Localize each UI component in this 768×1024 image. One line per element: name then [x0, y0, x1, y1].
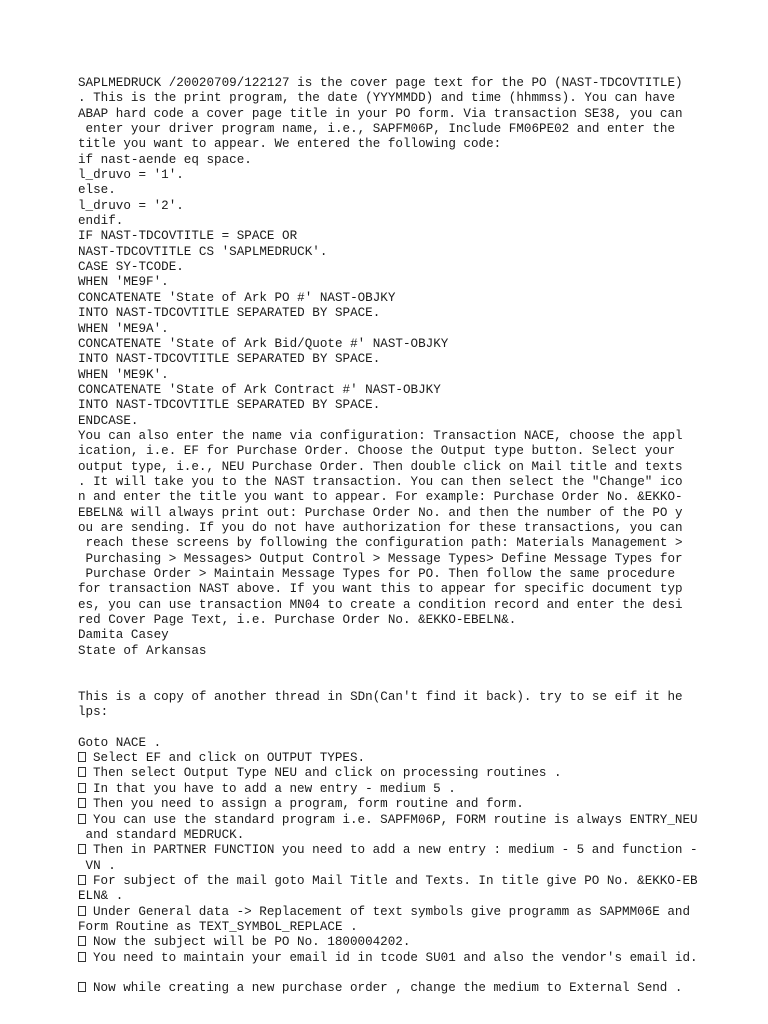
spacer	[78, 674, 758, 689]
bullet-box-icon	[78, 767, 86, 777]
author-name: Damita Casey	[78, 628, 169, 643]
code-line: NAST-TDCOVTITLE CS 'SAPLMEDRUCK'.	[78, 244, 328, 259]
text-line: . It will take you to the NAST transaction. You can then select the "Change" ico	[78, 474, 683, 489]
text-line: lps:	[78, 705, 109, 720]
list-item-continuation: ELN& .	[78, 889, 124, 904]
document-body	[78, 76, 758, 997]
text-line: ou are sending. If you do not have authorization for these transactions, you can	[78, 520, 683, 535]
code-line: WHEN 'ME9A'.	[78, 321, 169, 336]
text-line: Goto NACE .	[78, 735, 162, 750]
code-line: if nast-aende eq space.	[78, 152, 252, 167]
bullet-box-icon	[78, 814, 86, 824]
list-item: Then select Output Type NEU and click on processing routines .	[78, 766, 758, 781]
code-line: INTO NAST-TDCOVTITLE SEPARATED BY SPACE.	[78, 398, 381, 413]
code-line: CASE SY-TCODE.	[78, 260, 184, 275]
text-line: output type, i.e., NEU Purchase Order. Then double click on Mail title and texts	[78, 459, 683, 474]
code-line: endif.	[78, 214, 124, 229]
text-line: enter your driver program name, i.e., SAPFM06P, Include FM06PE02 and enter the	[78, 122, 676, 137]
list-item: Then in PARTNER FUNCTION you need to add a new entry : medium - 5 and function -	[78, 843, 758, 858]
spacer	[78, 966, 758, 981]
code-line: INTO NAST-TDCOVTITLE SEPARATED BY SPACE.	[78, 306, 381, 321]
bullet-box-icon	[78, 752, 86, 762]
author-org: State of Arkansas	[78, 643, 207, 658]
list-item: For subject of the mail goto Mail Title and Texts. In title give PO No. &EKKO-EB	[78, 874, 758, 889]
text-line: n and enter the title you want to appear. For example: Purchase Order No. &EKKO-	[78, 490, 683, 505]
code-line: CONCATENATE 'State of Ark Bid/Quote #' NAST-OBJKY	[78, 336, 449, 351]
bullet-box-icon	[78, 875, 86, 885]
list-item: You can use the standard program i.e. SAPFM06P, FORM routine is always ENTRY_NEU	[78, 813, 758, 828]
code-line: l_druvo = '2'.	[78, 198, 184, 213]
list-item-continuation: and standard MEDRUCK.	[78, 827, 245, 842]
bullet-box-icon	[78, 936, 86, 946]
text-line: for transaction NAST above. If you want this to appear for specific document typ	[78, 582, 683, 597]
list-item-continuation: VN .	[78, 858, 116, 873]
bullet-box-icon	[78, 844, 86, 854]
list-item: Select EF and click on OUTPUT TYPES.	[78, 751, 758, 766]
code-line: WHEN 'ME9K'.	[78, 367, 169, 382]
text-line: This is a copy of another thread in SDn(Can't find it back). try to se eif it he	[78, 689, 683, 704]
list-item: Now while creating a new purchase order , change the medium to External Send .	[78, 981, 758, 996]
text-line: Purchase Order > Maintain Message Types for PO. Then follow the same procedure	[78, 567, 676, 581]
code-line: CONCATENATE 'State of Ark Contract #' NAST-OBJKY	[78, 382, 441, 397]
text-line: title you want to appear. We entered the following code:	[78, 137, 502, 152]
text-line: Purchasing > Messages> Output Control > Message Types> Define Message Types for	[78, 551, 683, 566]
text-line: reach these screens by following the configuration path: Materials Management >	[78, 536, 683, 551]
list-item: Then you need to assign a program, form routine and form.	[78, 797, 758, 812]
list-item: Now the subject will be PO No. 1800004202.	[78, 935, 758, 950]
bullet-box-icon	[78, 982, 86, 992]
code-line: else.	[78, 183, 116, 198]
section-cover-page-text	[78, 76, 758, 659]
bullet-box-icon	[78, 783, 86, 793]
text-line: SAPLMEDRUCK /20020709/122127 is the cover page text for the PO (NAST-TDCOVTITLE)	[78, 76, 683, 90]
text-line: red Cover Page Text, i.e. Purchase Order No. &EKKO-EBELN&.	[78, 613, 517, 628]
code-line: l_druvo = '1'.	[78, 168, 184, 183]
list-item: Under General data -> Replacement of text symbols give programm as SAPMM06E and	[78, 905, 758, 920]
code-line: WHEN 'ME9F'.	[78, 275, 169, 290]
text-line: . This is the print program, the date (YYYMMDD) and time (hhmmss). You can have	[78, 91, 676, 106]
bullet-box-icon	[78, 798, 86, 808]
code-line: CONCATENATE 'State of Ark PO #' NAST-OBJKY	[78, 290, 396, 305]
list-item: In that you have to add a new entry - medium 5 .	[78, 782, 758, 797]
text-line: EBELN& will always print out: Purchase Order No. and then the number of the PO y	[78, 505, 683, 520]
text-line: es, you can use transaction MN04 to create a condition record and enter the desi	[78, 597, 683, 612]
text-line: You can also enter the name via configuration: Transaction NACE, choose the appl	[78, 428, 683, 443]
section-thread-copy	[78, 690, 758, 997]
bullet-box-icon	[78, 952, 86, 962]
list-item-continuation: Form Routine as TEXT_SYMBOL_REPLACE .	[78, 919, 358, 934]
text-line: ABAP hard code a cover page title in your PO form. Via transaction SE38, you can	[78, 106, 683, 121]
code-line: ENDCASE.	[78, 413, 139, 428]
spacer	[78, 720, 758, 735]
bullet-box-icon	[78, 906, 86, 916]
text-line: ication, i.e. EF for Purchase Order. Choose the Output type button. Select your	[78, 444, 676, 459]
code-line: INTO NAST-TDCOVTITLE SEPARATED BY SPACE.	[78, 352, 381, 367]
code-line: IF NAST-TDCOVTITLE = SPACE OR	[78, 229, 298, 244]
spacer	[78, 659, 758, 674]
list-item: You need to maintain your email id in tcode SU01 and also the vendor's email id.	[78, 951, 758, 966]
